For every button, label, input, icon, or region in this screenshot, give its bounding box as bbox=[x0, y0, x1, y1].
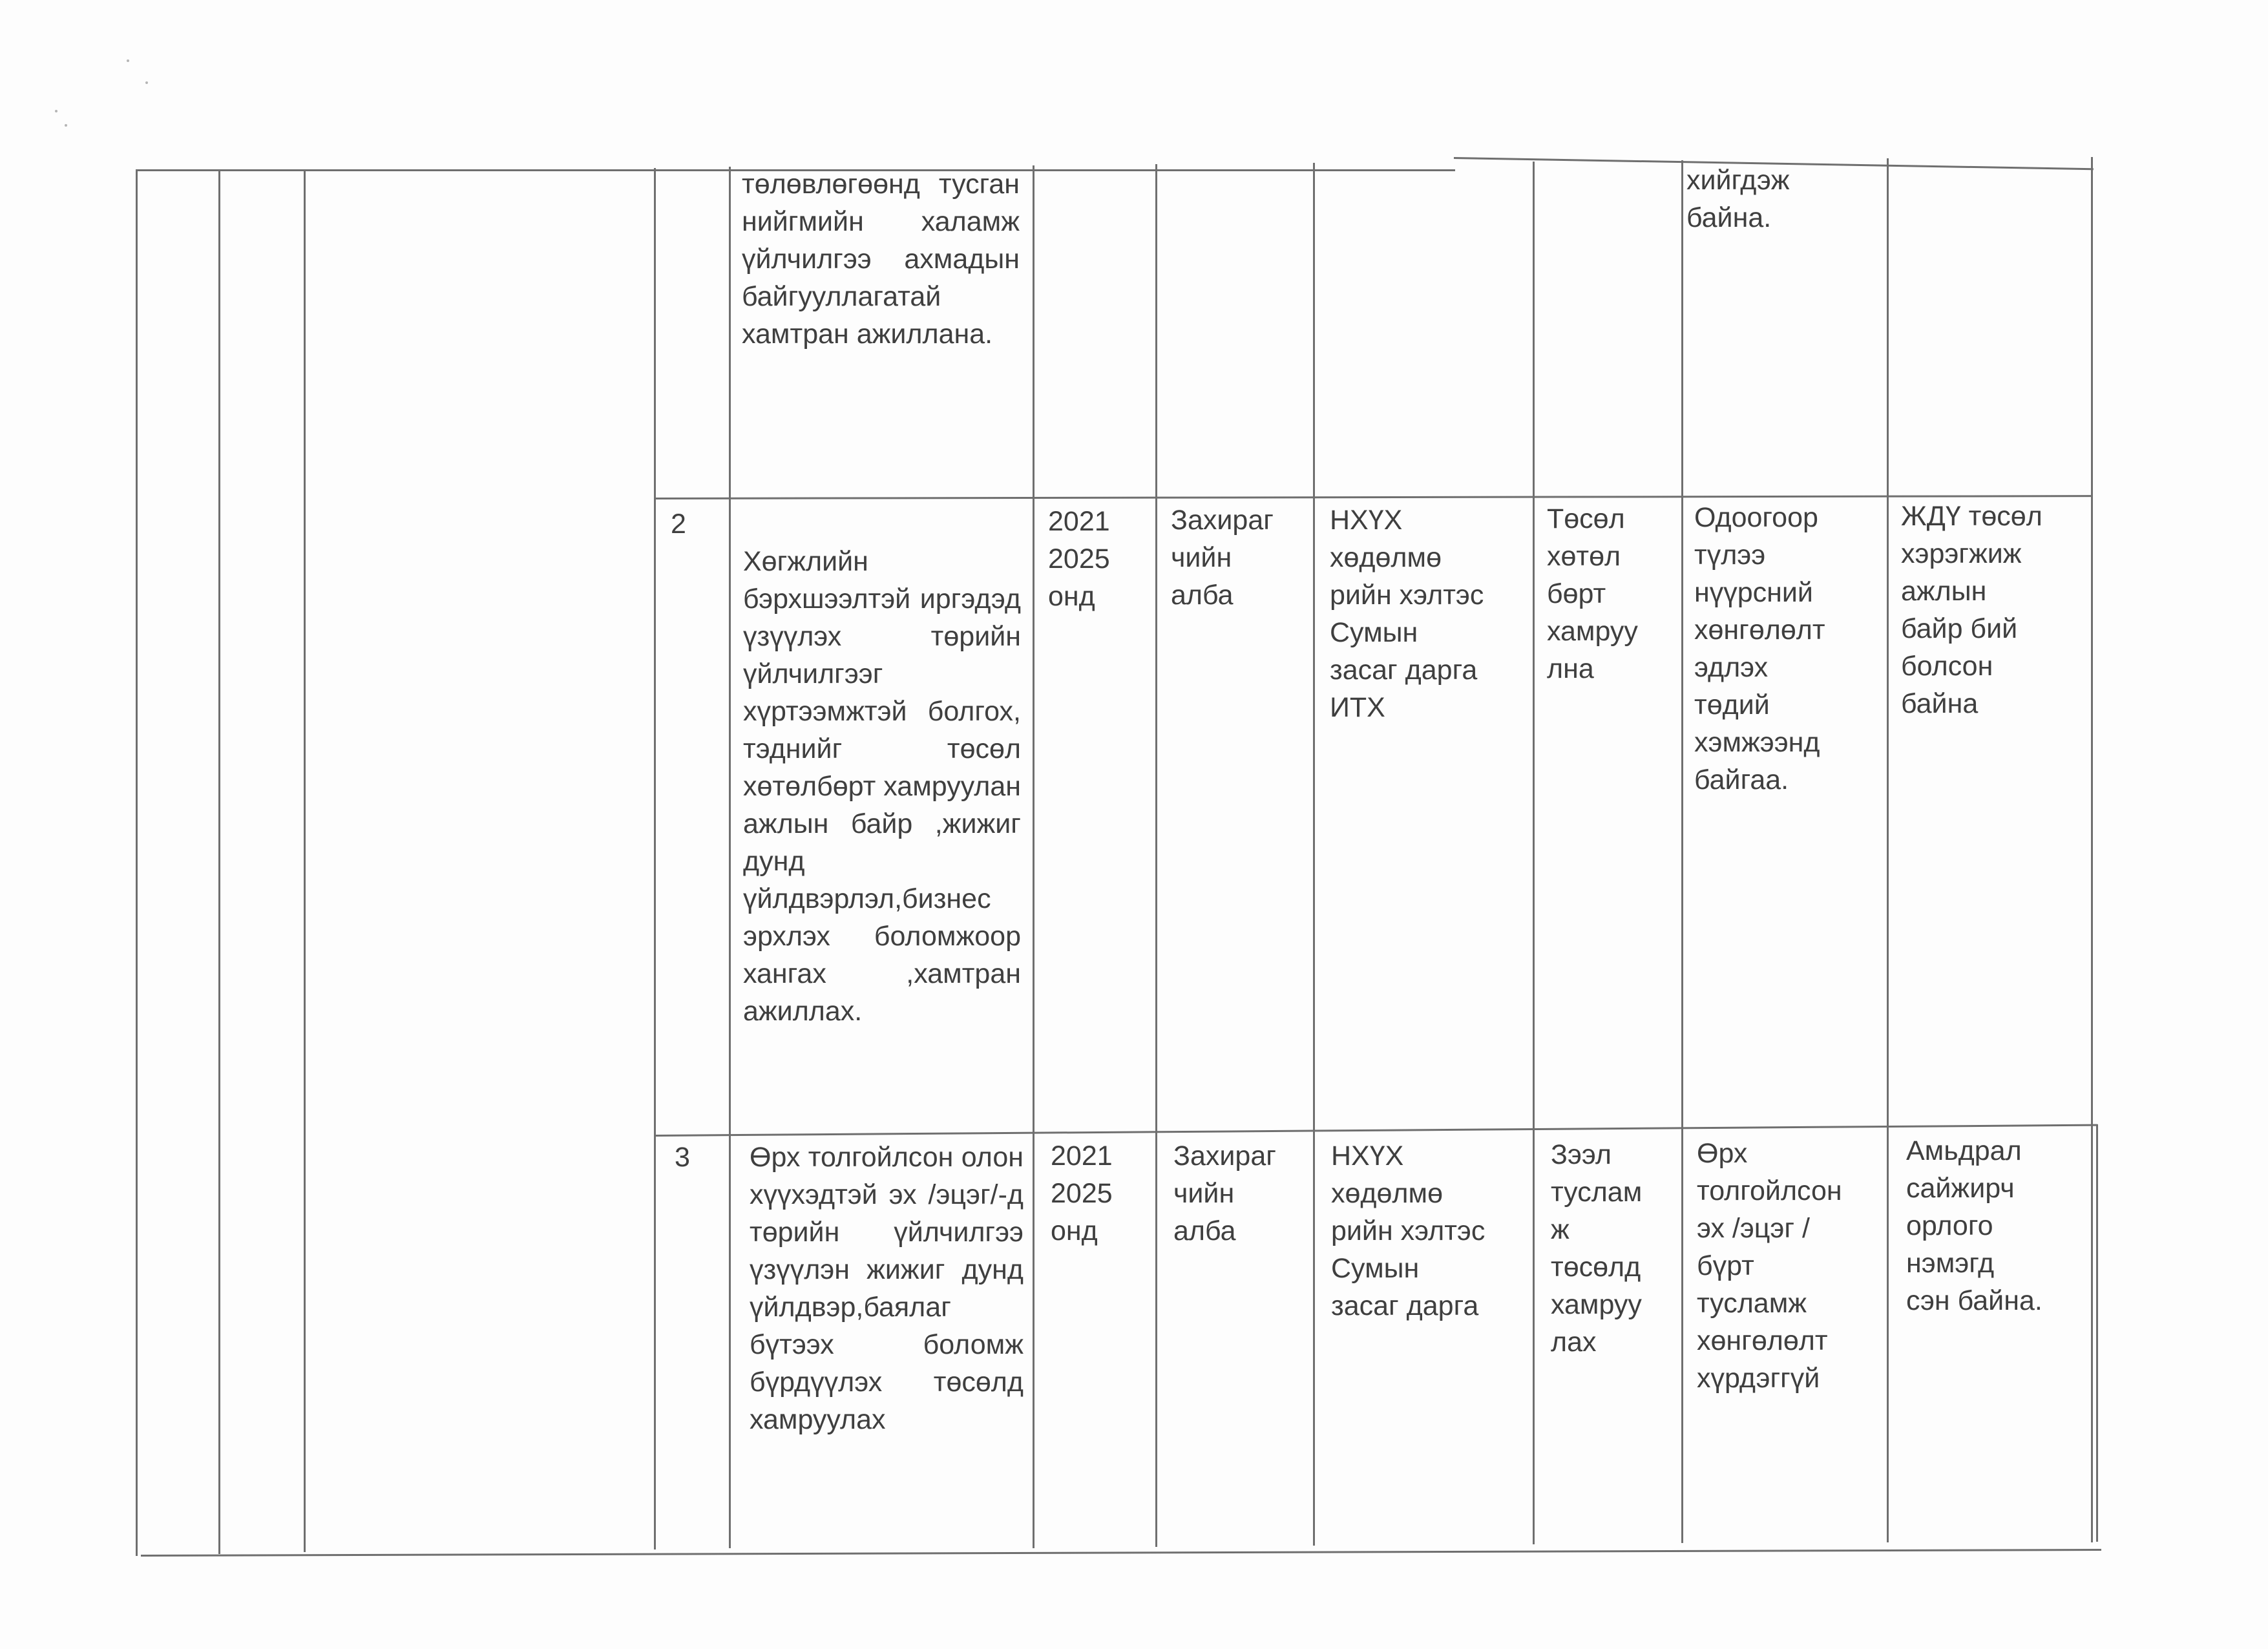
row-number: 2 bbox=[671, 509, 686, 540]
partners-cell: НХҮХ хөдөлмө рийн хэлтэс Сумын засаг дарга bbox=[1331, 1140, 1486, 1321]
period-cell: 2021 2025 онд bbox=[1048, 506, 1110, 612]
status-cell: Өрх толгойлсон эх /эцэг / бүрт тусламж хөнгөлөлт хүрдэггүй bbox=[1697, 1138, 1842, 1394]
column-border-3 bbox=[304, 169, 306, 1552]
period-cell: 2021 2025 онд bbox=[1051, 1140, 1113, 1246]
activity-cell: Хөгжлийн бэрхшээлтэй иргэдэд үзүүлэх төрийн үйлчилгээг хүртээмжтэй болгох, тэднийг төсөл хөтөлбөрт хамруулан ажлын байр ,жижиг дунд үйлдвэрлэл,бизнес эрхлэх боломжоор хангах ,хамтран ажиллах. bbox=[743, 546, 1021, 1027]
responsible-cell: Захираг чийн алба bbox=[1173, 1140, 1276, 1246]
scan-speck bbox=[55, 110, 58, 112]
column-border-2 bbox=[218, 169, 220, 1554]
activity-cell: Өрх толгойлсон олон хүүхэдтэй эх /эцэг/-д төрийн үйлчилгээ үзүүлэн жижиг дунд үйлдвэр,баялаг бүтээх боломж бүрдүүлэх төсөлд хамруулах bbox=[750, 1142, 1024, 1435]
column-border-4 bbox=[654, 168, 656, 1549]
scan-speck bbox=[145, 81, 148, 84]
column-border-1 bbox=[136, 169, 138, 1556]
column-border-12-lower bbox=[2096, 1124, 2098, 1542]
responsible-cell: Захираг чийн алба bbox=[1171, 505, 1274, 611]
scan-speck bbox=[127, 59, 129, 62]
column-border-7 bbox=[1155, 164, 1157, 1547]
funding-cell: Зээл туслам ж төсөлд хамруу лах bbox=[1551, 1139, 1643, 1358]
result-cell: Амьдрал сайжирч орлого нэмэгд сэн байна. bbox=[1906, 1135, 2042, 1316]
column-border-8 bbox=[1313, 163, 1315, 1546]
column-border-11 bbox=[1887, 158, 1889, 1542]
column-border-12 bbox=[2091, 157, 2093, 1542]
column-border-6 bbox=[1033, 165, 1034, 1548]
partners-cell: НХҮХ хөдөлмө рийн хэлтэс Сумын засаг дарга ИТХ bbox=[1330, 505, 1484, 723]
column-border-10 bbox=[1681, 160, 1683, 1543]
result-cell: ЖДҮ төсөл хэрэгжиж ажлын байр бий болсон байна bbox=[1901, 501, 2042, 719]
activity-cell: төлөвлөгөөнд тусган нийгмийн халамж үйлчилгээ ахмадын байгууллагатай хамтран ажиллана. bbox=[742, 169, 1020, 350]
column-border-5 bbox=[729, 167, 731, 1548]
funding-cell: Төсөл хөтөл бөрт хамруу лна bbox=[1547, 503, 1638, 684]
row-separator-2 bbox=[654, 1124, 2097, 1137]
status-cell: Одоогоор түлээ нүүрсний хөнгөлөлт эдлэх төдий хэмжээнд байгаа. bbox=[1694, 502, 1825, 795]
row-number: 3 bbox=[675, 1142, 690, 1173]
status-cell: хийгдэж байна. bbox=[1686, 165, 1790, 233]
table-bottom-border bbox=[141, 1549, 2101, 1557]
column-border-9 bbox=[1533, 162, 1535, 1544]
scan-speck bbox=[65, 124, 67, 127]
